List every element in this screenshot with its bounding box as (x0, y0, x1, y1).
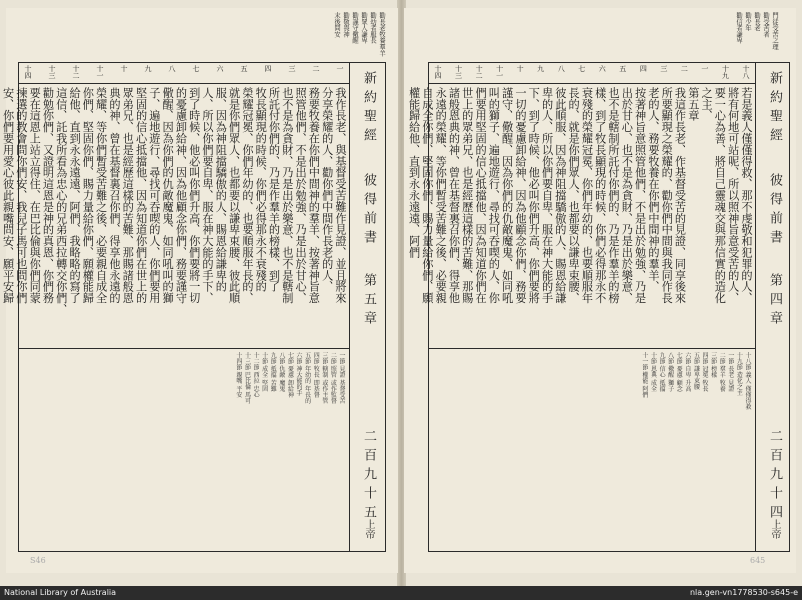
text-column: 老的人、務要牧養在你們中間神的羣羊、 (646, 87, 660, 293)
verse-label: 九 (144, 65, 152, 72)
text-column: 我這作長老、作基督受苦的見證、同享後來 (673, 87, 687, 304)
text-column: 典的神、曾在基督裏召你們、得享他永遠的 (107, 87, 121, 304)
text-column: 樣、到了牧長顯現的時候、你們必得那永不 (593, 87, 607, 304)
verse-label: 十一 (495, 65, 504, 79)
footnote-column: 四節 牧長 即基督 (312, 352, 320, 398)
right-body-text (407, 87, 753, 347)
margin-note: 勸幼者服長 (369, 12, 376, 44)
text-column: 就是你們眾人、也都要以謙卑束腰、彼此順 (227, 87, 241, 304)
margin-note: 勸敬畏神 (342, 12, 349, 38)
text-column: 務要牧養在你們中間神的羣羊、按著神旨意 (307, 87, 321, 304)
footer-record-id: nla.gen-vn1778530-s645-e (689, 588, 798, 597)
text-column: 牧長顯現的時候、你們必得那永不衰殘的 (254, 87, 268, 293)
right-bottom-notes (433, 352, 751, 547)
verse-label: 八 (557, 65, 566, 72)
verse-label: 九 (536, 65, 545, 72)
left-page-frame (1, 62, 386, 552)
verse-label: 十二 (475, 65, 484, 79)
margin-note: 末後問安 (333, 12, 340, 38)
verse-label: 五 (240, 65, 248, 72)
verse-label: 四 (264, 65, 272, 72)
footnote-column: 七節 憂慮 顧念 (675, 352, 683, 392)
footnote-column: 八節 仇敵 魔鬼 (277, 352, 285, 392)
text-column: 你們、堅固你們、賜力量給你們、願權能歸 (81, 87, 95, 304)
text-column: 我作長老、與基督受苦難作見證、並且將來 (334, 87, 347, 304)
left-chapter: 第五章 (361, 273, 376, 330)
text-column: 若是義人僅僅得救、那不虔敬和犯罪的人、 (740, 87, 753, 304)
text-column: 第五章 (686, 87, 700, 122)
text-column: 給他、直到永永遠遠、阿們、我略略的寫了 (68, 87, 82, 304)
verse-label: 一 (700, 65, 709, 72)
footnote-column: 十九節 造化之主 (735, 352, 743, 396)
footnote-column: 十節 成全 堅固 (260, 352, 268, 392)
left-title-section: 彼得前書 (361, 173, 376, 249)
verse-label: 十三 (48, 65, 56, 79)
verse-label: 十四 (434, 65, 442, 79)
left-page-mark: S46 (30, 556, 46, 565)
footnote-column: 十三節 巴比倫 馬可 (243, 352, 251, 404)
text-column: 所要顯現之榮耀的、勸你們中間與我同作長 (660, 87, 674, 304)
right-title-book: 新約聖經 (767, 71, 782, 147)
verse-label: 七 (192, 65, 200, 72)
text-column: 諸般恩典的神、曾在基督裏召你們、得享他 (447, 87, 461, 304)
verse-label: 十八 (741, 65, 750, 79)
text-column: 到了時候、他必叫你們升高、你們要將一切 (187, 87, 201, 304)
footnote-column: 三節 榜樣 (709, 352, 717, 378)
text-column: 世上的眾弟兄、也是經歷這樣的苦難、那賜 (460, 87, 474, 304)
text-column: 安、你們要用愛心彼此親嘴問安、願平安歸 (1, 87, 15, 304)
verse-label: 一 (336, 65, 344, 72)
footnote-column: 十二節 西拉 忠心 (252, 352, 260, 398)
text-column: 人、所以你們要自卑、服在神大能的手下、 (201, 87, 215, 304)
text-column: 子、遍地遊行、尋找可吞喫的人、你們要用 (147, 87, 161, 304)
left-page (1, 8, 398, 573)
margin-note: 勸長老 (753, 12, 760, 31)
footnote-column: 一節 見證 基督受苦 (338, 352, 345, 404)
left-verse-labels (23, 65, 345, 83)
footnote-column: 七節 憂慮 卸給神 (286, 352, 294, 398)
text-column: 要在這恩上站立得住、在巴比倫與你們同蒙 (28, 87, 42, 304)
right-page-frame (407, 62, 790, 552)
text-column: 自成全你們、堅固你們、賜力量給你們、願 (420, 87, 434, 304)
text-column: 的憂慮卸給神、因為他顧念你們、務要謹守 (174, 87, 188, 304)
footer-library-name: National Library of Australia (4, 588, 117, 597)
left-bottom-notes (23, 352, 345, 547)
right-chapter: 第四章 (767, 273, 782, 330)
verse-label: 十 (120, 65, 128, 72)
left-page-number: 二百九十五 (361, 429, 376, 524)
verse-label: 七 (577, 65, 586, 72)
text-column: 榮耀、等你們暫受苦難之後、必要親自成全 (94, 87, 108, 304)
text-column: 卑的人、所以你們要自卑、服在神大能的手 (540, 87, 554, 304)
margin-note: 勸長老牧養羣羊 (378, 12, 385, 57)
right-page-mark: 645 (750, 556, 766, 565)
left-title-book: 新約聖經 (361, 71, 376, 147)
text-column: 下、到了時候、他必叫你們升高、你們要將 (527, 87, 541, 304)
text-column: 長的、就是你們眾人、也都要以謙卑束腰、 (567, 87, 581, 304)
left-top-margin-notes (216, 12, 386, 62)
right-top-margin-notes (554, 12, 779, 62)
left-body-text (1, 87, 347, 347)
text-column: 彼此順服、因為神阻擋驕傲的人、賜恩給謙 (553, 87, 567, 304)
text-column: 服、因為神阻擋驕傲的人、賜恩給謙卑的 (214, 87, 228, 293)
text-column: 要一心為善、將自己靈魂交與那信實的造化 (713, 87, 727, 304)
text-column: 堅固的信心抵擋他、因為知道你們在世上的 (134, 87, 148, 304)
verse-label: 三 (288, 65, 296, 72)
text-column: 所託付你們的、乃是作羣羊的榜樣、到了 (267, 87, 281, 293)
right-verse-labels (433, 65, 751, 83)
right-volume-mark: 上帝 (769, 519, 780, 539)
verse-label: 十四 (24, 65, 32, 79)
text-column: 叫的獅子、遍地遊行、尋找可吞喫的人、你 (487, 87, 501, 304)
footnote-column: 十節 恩典 成全 (649, 352, 657, 392)
text-column: 謹守、儆醒、因為你們的仇敵魔鬼、如同吼 (500, 87, 514, 304)
text-column: 這信、託我所看為忠心的兄弟西拉轉交你們、 (54, 87, 68, 315)
left-volume-mark: 上帝 (363, 519, 374, 539)
verse-label: 五 (618, 65, 627, 72)
verse-label: 二 (312, 65, 320, 72)
text-column: 之主、 (700, 87, 714, 122)
margin-note: 勸眾人謙卑 (360, 12, 367, 44)
text-column: 分享榮耀的人、勸你們中間作長老的人、 (320, 87, 334, 293)
footnote-column: 九節 抵擋 苦難 (269, 352, 277, 392)
footnote-column: 五節 年幼的 年長的 (303, 352, 311, 404)
verse-label: 二 (680, 65, 689, 72)
footnote-column: 十八節 義人 僅僅得救 (744, 352, 751, 410)
text-column: 永遠的榮耀、等你們暫受苦難之後、必要親 (434, 87, 448, 304)
footnote-column: 六節 神大能的手 (295, 352, 303, 396)
verse-label: 三 (659, 65, 668, 72)
text-column: 也不是轄制所託付你們的、乃是作羣羊的榜 (607, 87, 621, 304)
footnote-column: 八節 儆醒 獅子 (666, 352, 674, 392)
verse-label: 六 (216, 65, 224, 72)
verse-label: 六 (598, 65, 607, 72)
verse-label: 四 (639, 65, 648, 72)
text-column: 也不是為貪財、乃是出於樂意、也不是轄制 (280, 87, 294, 304)
verse-label: 十三 (454, 65, 463, 79)
footnote-column: 十一節 權能 阿們 (640, 352, 648, 398)
right-page-number: 二百九十四 (767, 429, 782, 524)
verse-label: 八 (168, 65, 176, 72)
footnote-column: 二節 羣羊 牧養 (718, 352, 726, 392)
right-page (404, 8, 796, 573)
verse-label: 十 (516, 65, 525, 72)
footnote-column: 一節 長老 見證 (726, 352, 734, 392)
text-column: 榮耀冠冕、你們年幼的、也要順服年長的、 (240, 87, 254, 304)
footnote-column: 九節 信心 抵擋 (658, 352, 666, 392)
text-column: 出於甘心、也不是為貪財、乃是出於樂意、 (620, 87, 634, 304)
text-column: 衰殘的榮耀冠冕、你們年幼的、也要順服年 (580, 87, 594, 304)
verse-label: 十二 (72, 65, 80, 79)
text-column: 儆醒、因為你們的仇敵魔鬼、如同吼叫的獅 (161, 87, 175, 304)
right-title-section: 彼得前書 (767, 173, 782, 249)
text-column: 照管他們、不是出於勉強、乃是出於甘心、 (294, 87, 308, 304)
text-column: 勸勉你們、又證明這恩是神的真恩、你們務 (41, 87, 55, 304)
text-column: 將有何地可站呢、所以照神旨意受苦的人、 (726, 87, 740, 304)
text-column: 眾弟兄、也是經歷這樣的苦難、那賜諸般恩 (121, 87, 135, 304)
text-column: 們要用堅固的信心抵擋他、因為知道你們在 (474, 87, 488, 304)
text-column: 揀選的教會問你們安、我兒子馬可也問你們 (14, 87, 28, 304)
text-column: 一切的憂慮卸給神、因為他顧念你們、務要 (513, 87, 527, 304)
footnote-column: 四節 冠冕 牧長 (701, 352, 709, 392)
margin-note: 勸受苦者 (762, 12, 769, 38)
margin-note: 勸信者謙卑 (735, 12, 742, 44)
text-column: 權能歸給他、直到永永遠遠、阿們 (407, 87, 421, 258)
footnote-column: 二節 照管 或作監督 (329, 352, 337, 404)
verse-label: 十九 (721, 65, 730, 79)
footnote-column: 三節 轄制 或作主管 (320, 352, 328, 404)
footnote-column: 五節 謙卑束腰 (692, 352, 700, 390)
library-footer (0, 586, 802, 600)
verse-label: 十一 (96, 65, 104, 79)
margin-note: 門徒受苦之理 (771, 12, 778, 50)
margin-note: 勸謹守儆醒 (351, 12, 358, 44)
footnote-column: 六節 自卑 升高 (683, 352, 691, 392)
footnote-column: 十四節 親嘴 平安 (234, 352, 242, 398)
margin-note: 勸少年 (744, 12, 751, 31)
text-column: 按著神旨意照管他們、不是出於勉強、乃是 (633, 87, 647, 304)
